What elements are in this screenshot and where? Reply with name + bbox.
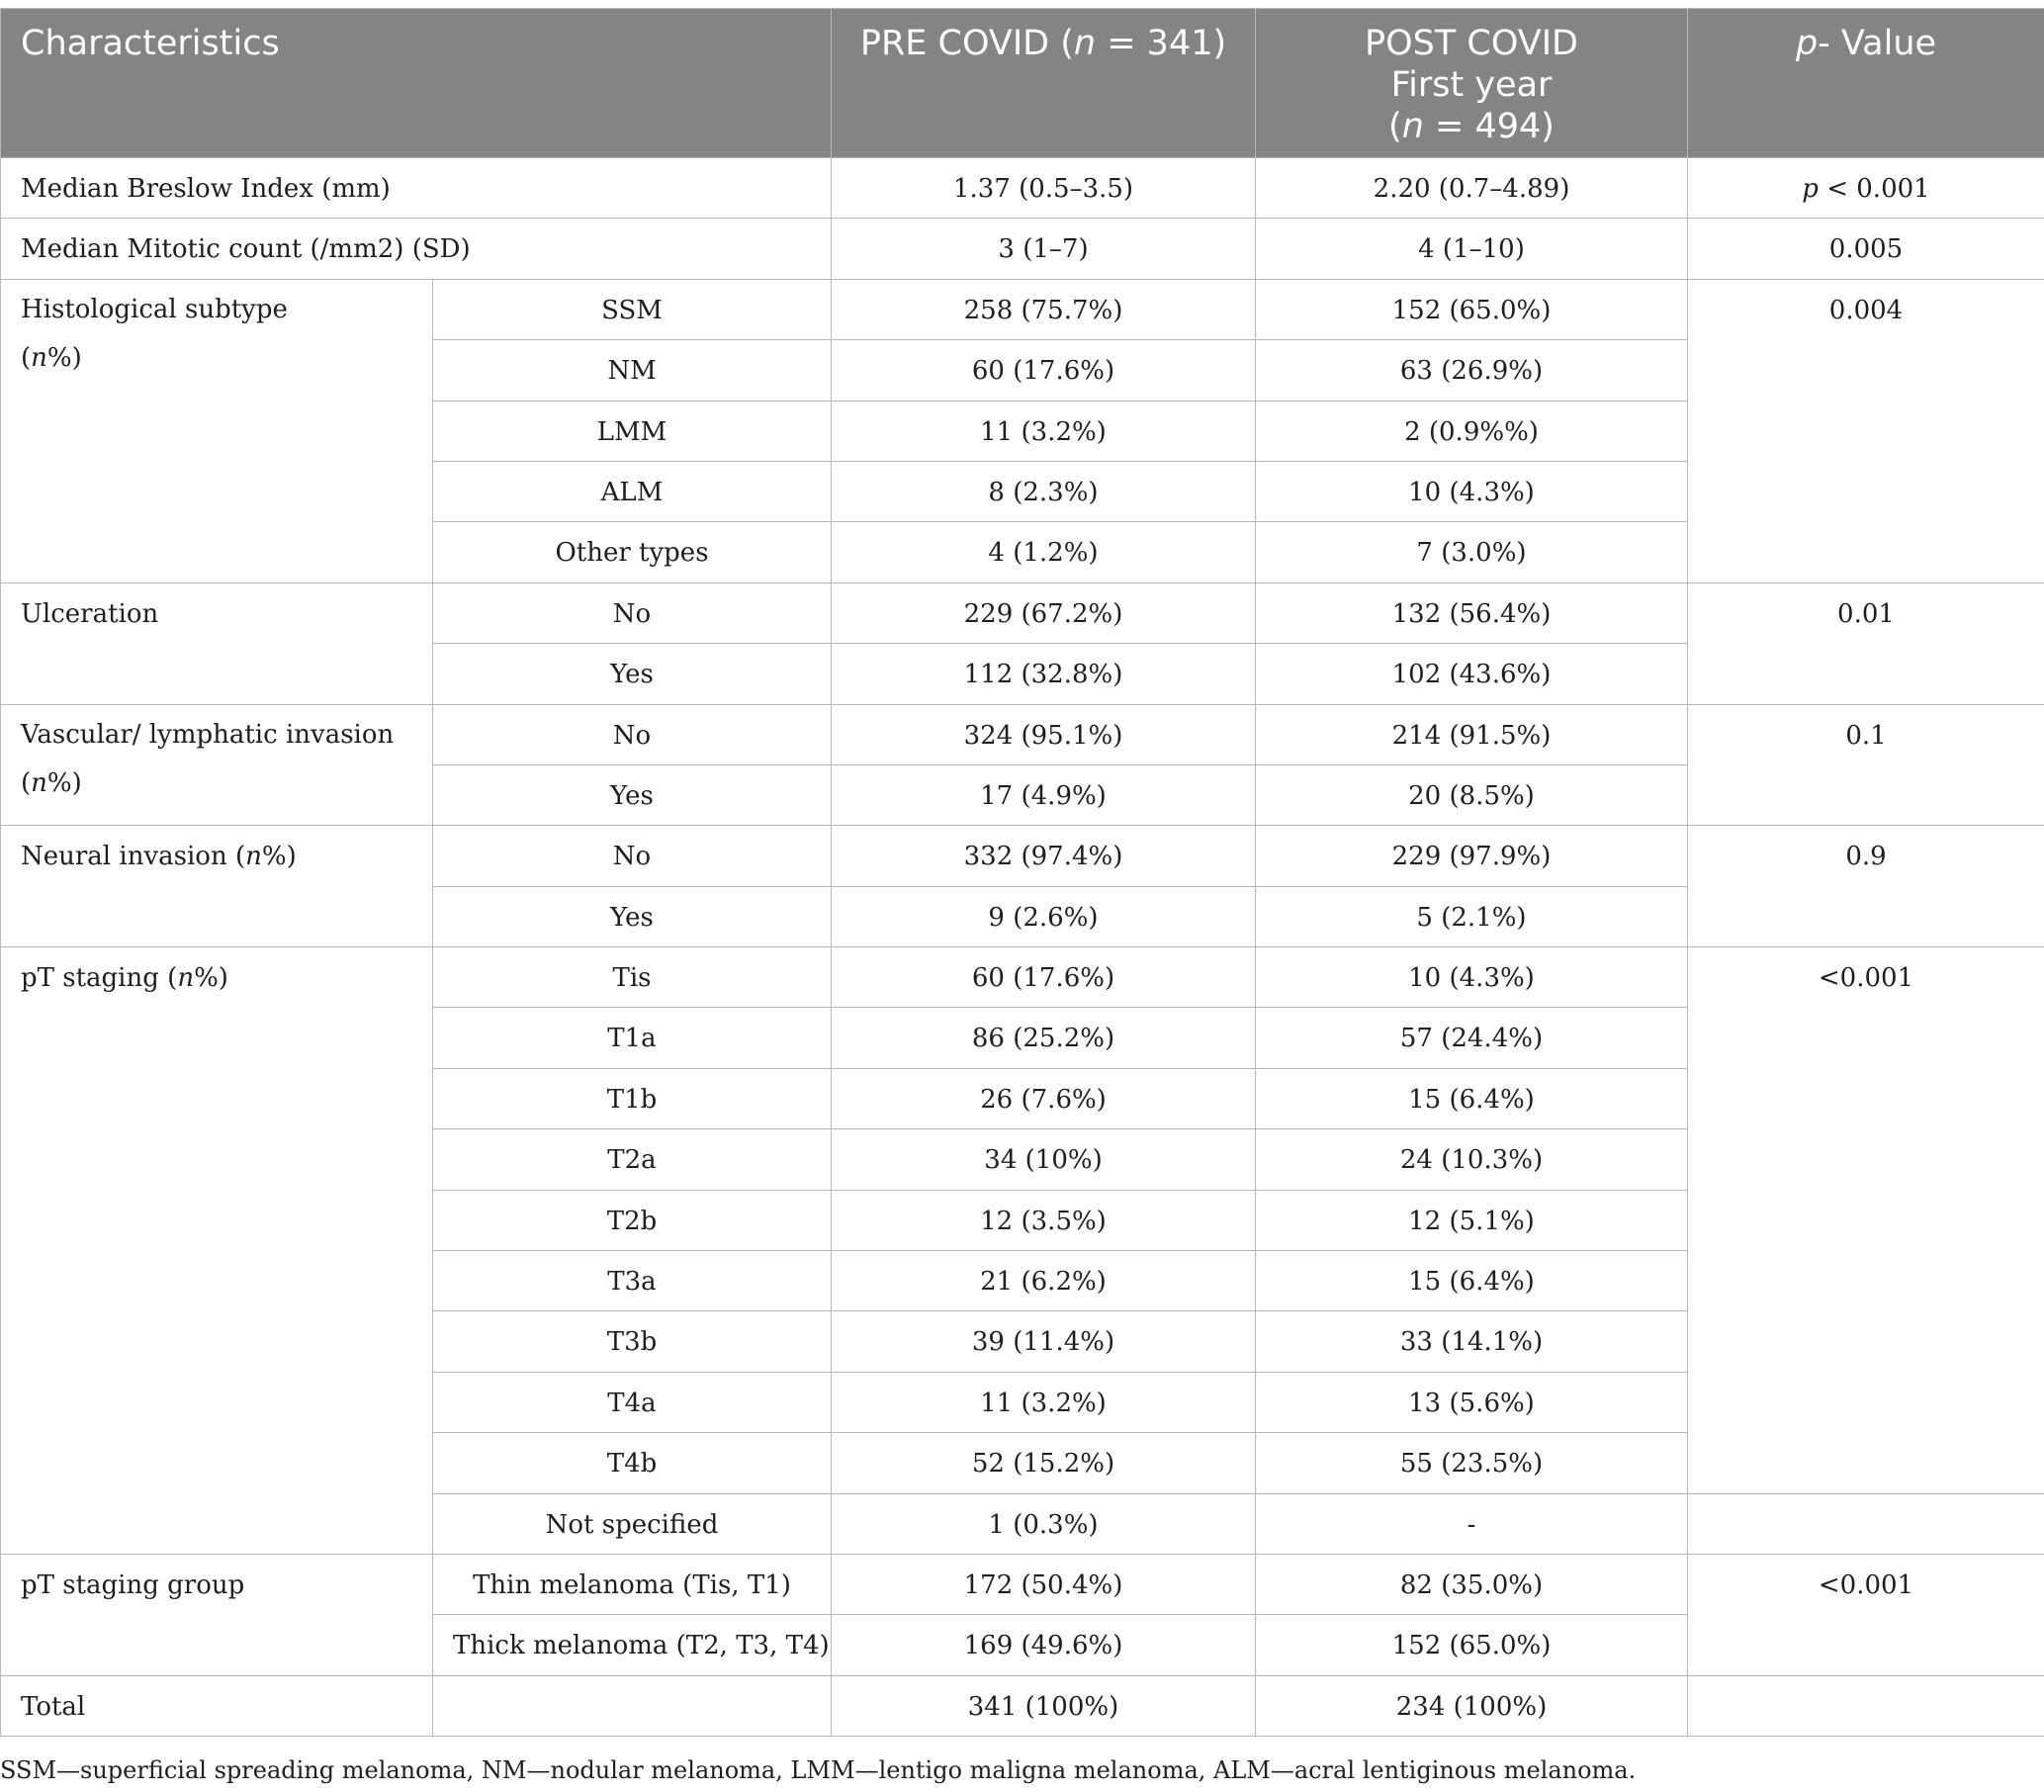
post-covid-value: 33 (14.1%) [1256, 1311, 1688, 1372]
p-value: p < 0.001 [1688, 158, 2044, 219]
row-label: Median Breslow Index (mm) [1, 158, 832, 219]
post-covid-value: 24 (10.3%) [1256, 1129, 1688, 1190]
post-covid-value: 12 (5.1%) [1256, 1190, 1688, 1250]
pre-covid-value: 34 (10%) [832, 1129, 1256, 1190]
subcategory: T3b [433, 1311, 832, 1372]
subcategory: Yes [433, 886, 832, 946]
pre-covid-value: 60 (17.6%) [832, 947, 1256, 1008]
post-covid-value: 152 (65.0%) [1256, 279, 1688, 339]
post-covid-value: 2.20 (0.7–4.89) [1256, 158, 1688, 219]
row-label: Median Mitotic count (/mm2) (SD) [1, 219, 832, 279]
post-covid-value: 63 (26.9%) [1256, 340, 1688, 401]
row-label-pt-staging: pT staging (n%) [1, 947, 433, 1555]
p-value: <0.001 [1688, 947, 2044, 1494]
pre-covid-value: 112 (32.8%) [832, 644, 1256, 704]
post-covid-value: 4 (1–10) [1256, 219, 1688, 279]
table-row [1, 582, 2044, 643]
subcategory: T3a [433, 1251, 832, 1311]
pre-covid-value: 4 (1.2%) [832, 522, 1256, 582]
pre-covid-value: 332 (97.4%) [832, 826, 1256, 886]
subcategory: Yes [433, 644, 832, 704]
pre-covid-value: 324 (95.1%) [832, 704, 1256, 764]
table-row [1, 1554, 2044, 1614]
p-value: 0.1 [1688, 704, 2044, 826]
p-value: 0.01 [1688, 582, 2044, 704]
row-label-pt-staging-group: pT staging group [1, 1554, 433, 1675]
pre-covid-value: 11 (3.2%) [832, 1372, 1256, 1432]
post-covid-value: 152 (65.0%) [1256, 1615, 1688, 1675]
pre-covid-value: 1.37 (0.5–3.5) [832, 158, 1256, 219]
p-value-empty [1688, 1675, 2044, 1736]
subcategory: Other types [433, 522, 832, 582]
pre-covid-value: 8 (2.3%) [832, 461, 1256, 521]
table-row [1, 947, 2044, 1008]
subcategory: Not specified [433, 1493, 832, 1554]
p-value: <0.001 [1688, 1554, 2044, 1675]
post-covid-value: - [1256, 1493, 1688, 1554]
pre-covid-value: 341 (100%) [832, 1675, 1256, 1736]
subcategory: Thick melanoma (T2, T3, T4) [433, 1615, 832, 1675]
post-covid-value: 13 (5.6%) [1256, 1372, 1688, 1432]
table-row [1, 158, 2044, 219]
pre-covid-value: 86 (25.2%) [832, 1008, 1256, 1068]
pre-covid-value: 60 (17.6%) [832, 340, 1256, 401]
melanoma-characteristics-table [0, 8, 2044, 1737]
table-row [1, 219, 2044, 279]
p-value: 0.004 [1688, 279, 2044, 582]
post-covid-value: 20 (8.5%) [1256, 764, 1688, 825]
pre-covid-value: 169 (49.6%) [832, 1615, 1256, 1675]
subcategory-empty [433, 1675, 832, 1736]
pre-covid-value: 9 (2.6%) [832, 886, 1256, 946]
post-covid-value: 132 (56.4%) [1256, 582, 1688, 643]
subcategory: T2a [433, 1129, 832, 1190]
post-covid-value: 5 (2.1%) [1256, 886, 1688, 946]
table-row [1, 704, 2044, 764]
table-footnote: SSM—superficial spreading melanoma, NM—nodular melanoma, LMM—lentigo maligna melanoma, ALM—acral lentiginous melanoma. [0, 1756, 1637, 1784]
pre-covid-value: 172 (50.4%) [832, 1554, 1256, 1614]
p-value-empty [1688, 1493, 2044, 1554]
pre-covid-value: 26 (7.6%) [832, 1068, 1256, 1128]
pre-covid-value: 12 (3.5%) [832, 1190, 1256, 1250]
pre-covid-value: 3 (1–7) [832, 219, 1256, 279]
row-label-vascular-invasion: Vascular/ lymphatic invasion (n%) [1, 704, 433, 826]
table-row-total [1, 1675, 2044, 1736]
row-label-histological-subtype: Histological subtype (n%) [1, 279, 433, 582]
post-covid-value: 2 (0.9%%) [1256, 401, 1688, 461]
post-covid-value: 10 (4.3%) [1256, 461, 1688, 521]
subcategory: Tis [433, 947, 832, 1008]
header-characteristics: Characteristics [1, 9, 832, 158]
subcategory: T2b [433, 1190, 832, 1250]
post-covid-value: 7 (3.0%) [1256, 522, 1688, 582]
pre-covid-value: 1 (0.3%) [832, 1493, 1256, 1554]
post-covid-value: 102 (43.6%) [1256, 644, 1688, 704]
post-covid-value: 10 (4.3%) [1256, 947, 1688, 1008]
post-covid-value: 82 (35.0%) [1256, 1554, 1688, 1614]
table-row [1, 826, 2044, 886]
table-row [1, 279, 2044, 339]
subcategory: ALM [433, 461, 832, 521]
post-covid-value: 214 (91.5%) [1256, 704, 1688, 764]
post-covid-value: 15 (6.4%) [1256, 1251, 1688, 1311]
row-label-total: Total [1, 1675, 433, 1736]
pre-covid-value: 17 (4.9%) [832, 764, 1256, 825]
subcategory: Thin melanoma (Tis, T1) [433, 1554, 832, 1614]
subcategory: Yes [433, 764, 832, 825]
subcategory: LMM [433, 401, 832, 461]
subcategory: NM [433, 340, 832, 401]
subcategory: T1b [433, 1068, 832, 1128]
header-post-covid: POST COVID First year (n = 494) [1256, 9, 1688, 158]
header-row [1, 9, 2044, 158]
p-value: 0.005 [1688, 219, 2044, 279]
pre-covid-value: 21 (6.2%) [832, 1251, 1256, 1311]
subcategory: No [433, 826, 832, 886]
subcategory: T4a [433, 1372, 832, 1432]
subcategory: T1a [433, 1008, 832, 1068]
post-covid-value: 15 (6.4%) [1256, 1068, 1688, 1128]
subcategory: No [433, 582, 832, 643]
subcategory: No [433, 704, 832, 764]
pre-covid-value: 229 (67.2%) [832, 582, 1256, 643]
subcategory: SSM [433, 279, 832, 339]
row-label-ulceration: Ulceration [1, 582, 433, 704]
pre-covid-value: 11 (3.2%) [832, 401, 1256, 461]
post-covid-value: 229 (97.9%) [1256, 826, 1688, 886]
post-covid-value: 234 (100%) [1256, 1675, 1688, 1736]
header-pre-covid: PRE COVID (n = 341) [832, 9, 1256, 158]
p-value: 0.9 [1688, 826, 2044, 947]
pre-covid-value: 258 (75.7%) [832, 279, 1256, 339]
pre-covid-value: 52 (15.2%) [832, 1433, 1256, 1493]
subcategory: T4b [433, 1433, 832, 1493]
row-label-neural-invasion: Neural invasion (n%) [1, 826, 433, 947]
pre-covid-value: 39 (11.4%) [832, 1311, 1256, 1372]
post-covid-value: 55 (23.5%) [1256, 1433, 1688, 1493]
header-p-value: p- Value [1688, 9, 2044, 158]
post-covid-value: 57 (24.4%) [1256, 1008, 1688, 1068]
